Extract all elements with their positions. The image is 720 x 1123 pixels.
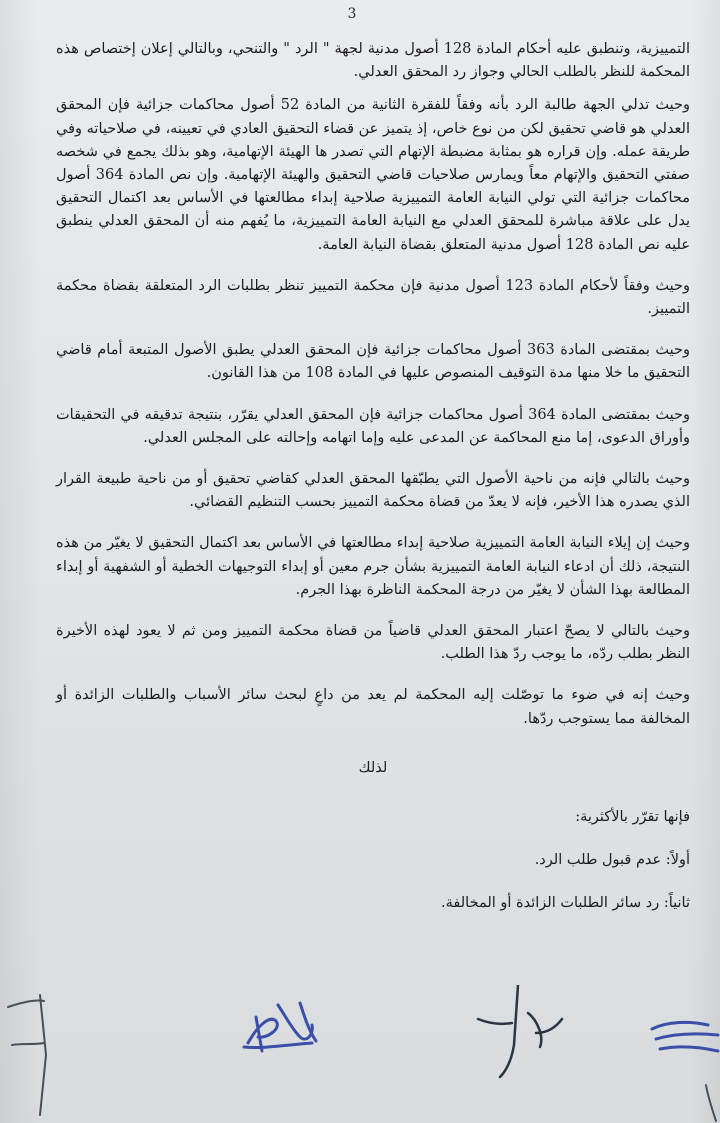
paragraph-6: وحيث بالتالي فإنه من ناحية الأصول التي يطبّقها المحقق العدلي كقاضي تحقيق أو من ناحية طبيعة القرار الذي يصدره هذا الأخير، فإنه لا يعدّ من قضاة محكمة التمييز بحسب التنظيم القضائي.	[56, 471, 690, 511]
paragraph-8: وحيث بالتالي لا يصحّ اعتبار المحقق العدلي قاضياً من قضاة محكمة التمييز ومن ثم لا يعود لهذه الأخيرة النظر بطلب ردّه، ما يوجب ردّ هذا الطلب.	[56, 623, 690, 663]
signatures	[0, 985, 720, 1123]
paragraph-2: وحيث تدلي الجهة طالبة الرد بأنه وفقاً للفقرة الثانية من المادة 52 أصول محاكمات جزائية فإن المحقق العدلي هو قاضي تحقيق لكن من نوع خاص، إذ يتميز عن قضاء التحقيق العادي في تعيينه، في صلاحياته وفي طريقة عمله. وإن قراره هو بمثابة مضبطة الإتهام التي تصدر ها الهيئة الإتهامية، وهو بذلك يجمع في شخصه صفتي التحقيق والإتهام معاً ويمارس صلاحيات قاضي التحقيق والهيئة الإتهامية. وإن نص المادة 364 أصول محاكمات جزائية التي تولي النيابة العامة التمييزية صلاحية إبداء مطالعتها في الأساس بعد اكتمال التحقيق يدل على علاقة مباشرة للمحقق العدلي مع النيابة العامة التمييزية، ما يُفهم منه أن المحقق العدلي ينطبق عليه نص المادة 128 أصول مدنية المتعلق بقضاة النيابة العامة.	[56, 97, 690, 253]
paragraph-3: وحيث وفقاً لأحكام المادة 123 أصول مدنية فإن محكمة التمييز تنظر بطلبات الرد المتعلقة بقضاة محكمة التمييز.	[56, 277, 690, 318]
paragraph-4: وحيث بمقتضى المادة 363 أصول محاكمات جزائية فإن المحقق العدلي يطبق الأصول المتبعة أمام قاضي التحقيق ما خلا منها مدة التوقيف المنصوص عليها في المادة 108 من هذا القانون.	[56, 342, 691, 382]
paragraph-9: وحيث إنه في ضوء ما توصّلت إليه المحكمة لم يعد من داعٍ لبحث سائر الأسباب والطلبات الزائدة أو المخالفة مما يستوجب ردّها.	[56, 687, 690, 727]
decision-first: أولاً: عدم قبول طلب الرد.	[534, 852, 690, 869]
signature-right	[652, 1022, 718, 1051]
decision-block	[56, 806, 690, 916]
signature-center-left	[244, 1003, 316, 1051]
document-body	[56, 38, 690, 936]
page-number: 3	[347, 6, 357, 22]
stamp-line-right	[706, 1085, 716, 1121]
conclusion-heading: لذلك	[358, 759, 388, 776]
signature-center-right	[478, 985, 562, 1077]
page-shadow-right	[690, 0, 720, 1123]
paragraph-1: التمييزية، وتنطبق عليه أحكام المادة 128 أصول مدنية لجهة " الرد " والتنحي، وبالتالي إعلان إختصاص هذه المحكمة للنظر بالطلب الحالي وجواز رد المحقق العدلي.	[56, 41, 690, 81]
signature-left	[8, 995, 46, 1115]
paragraph-5: وحيث بمقتضى المادة 364 أصول محاكمات جزائية فإن المحقق العدلي يقرّر، بنتيجة تدقيقه في التحقيقات وأوراق الدعوى، إما منع المحاكمة عن المدعى عليه وإما اتهامه وإحالته على المجلس العدلي.	[56, 406, 690, 446]
decision-second: ثانياً: رد سائر الطلبات الزائدة أو المخالفة.	[441, 895, 690, 912]
paragraph-7: وحيث إن إيلاء النيابة العامة التمييزية صلاحية إبداء مطالعتها في الأساس بعد اكتمال التحقيق لا يغيّر من هذه النتيجة، ذلك أن ادعاء النيابة العامة التمييزية بشأن جرم معين أو إبداء التوجيهات الخطية أو الشفهية أو إبداء المطالعة بهذا الشأن لا يغيّر من درجة المحكمة الناظرة بهذا الجرم.	[56, 535, 690, 598]
decision-intro: فإنها تقرّر بالأكثرية:	[575, 809, 690, 826]
page-shadow-left	[0, 0, 40, 1123]
